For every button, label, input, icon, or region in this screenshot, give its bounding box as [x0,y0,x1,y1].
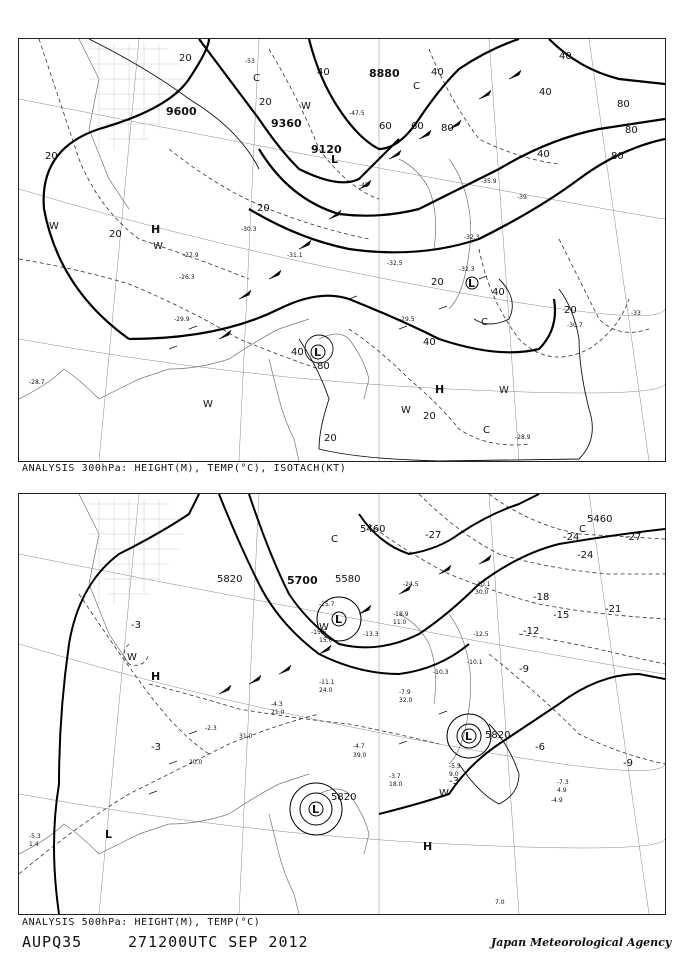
temp-label: -47.5 [349,110,365,117]
station-value: 24.0 [319,687,333,694]
isotach-label: 40 [559,51,572,62]
height-label: 9600 [166,105,197,118]
height-label: 5820 [331,792,357,803]
station-value: 11.0 [393,619,407,626]
station-value: 4.9 [557,787,567,794]
low-pressure-symbol: L [312,803,320,816]
warm-region: W [203,399,213,410]
chart-500hpa [18,493,666,915]
station-value: 7.0 [495,899,505,906]
temp-label: -2.3 [205,725,217,732]
height-label: 5460 [587,514,613,525]
temp-label: -4.9 [551,797,563,804]
temp-label: -4.7 [353,743,365,750]
isotherm-label: -27 [425,530,442,541]
chart-500hpa-caption: ANALYSIS 500hPa: HEIGHT(M), TEMP(°C) [22,917,261,928]
high-pressure-symbol: H [435,383,445,396]
isotherm-label: -24 [563,532,580,543]
station-value: 31.0 [239,733,253,740]
temp-label: -5.5 [449,763,461,770]
isotherm-label: -21 [605,604,622,615]
temp-label: -7.9 [399,689,411,696]
station-value: 18.0 [389,781,403,788]
low-pressure-symbol: L [465,730,473,743]
temp-label: -10.3 [433,669,449,676]
station-value: 20.0 [189,759,203,766]
chart-500hpa-map [19,494,665,914]
temp-label: -35.9 [481,178,497,185]
isotherm-label: -3 [131,620,141,631]
cold-region: C [331,534,338,545]
temp-label: -28.9 [515,434,531,441]
station-value: 21.0 [271,709,285,716]
isotach-label: 40 [492,287,505,298]
isotach-label: 40 [423,337,436,348]
isotach-label: 60 [379,121,392,132]
isotach-label: 60 [411,121,424,132]
isotach-label: 40 [317,67,330,78]
isotach-label: 20 [109,229,122,240]
temp-label: -3.7 [389,773,401,780]
temp-label: -10.1 [467,659,483,666]
temp-label: -31.1 [287,252,303,259]
isotach-label: 80 [611,151,624,162]
isotach-label: 80 [617,99,630,110]
temp-label: -7.3 [557,779,569,786]
temp-label: -29.9 [174,316,190,323]
station-value: 30.0 [475,589,489,596]
low-pressure-symbol: L [314,346,322,359]
isotach-label: 40 [431,67,444,78]
isotach-label: 20 [179,53,192,64]
isotach-label: 40 [539,87,552,98]
high-pressure-symbol: H [151,670,161,683]
warm-region: W [49,221,59,232]
temp-label: -45 [359,182,369,189]
height-label: 5820 [485,730,511,741]
temp-label: -53 [245,58,255,65]
isotherm-label: -6 [535,742,545,753]
isotach-label: 80 [441,123,454,134]
temp-label: -27.9 [183,252,199,259]
isotach-label: 40 [537,149,550,160]
temp-label: -39 [517,194,527,201]
cold-region: C [579,524,586,535]
temp-label: -32.3 [464,234,480,241]
isotherm-label: -18 [533,592,550,603]
high-pressure-symbol: H [151,223,161,236]
temp-label: -24.5 [403,581,419,588]
station-value: 9.0 [449,771,459,778]
isotherm-label: -15 [553,610,570,621]
warm-region: W [301,101,311,112]
isotach-label: 20 [431,277,444,288]
graticule [19,39,665,461]
height-label: 9120 [311,143,342,156]
isotach-label: 20 [257,203,270,214]
isotach-label: 20 [324,433,337,444]
temp-label: -20.1 [475,581,491,588]
isotach-label: 80 [625,125,638,136]
warm-region: W [153,241,163,252]
height-label: 8880 [369,67,400,80]
isotach-label: 40 [291,347,304,358]
height-label: 9360 [271,117,302,130]
temp-label: -32.3 [459,266,475,273]
height-label: 5700 [287,574,318,587]
station-value: 15.0 [319,637,333,644]
isotach-label: 20 [564,305,577,316]
temp-label: -4.3 [271,701,283,708]
temp-label: -30.3 [241,226,257,233]
temp-label: -13.3 [363,631,379,638]
isotach-label: 20 [45,151,58,162]
terrain-hatch [89,44,184,149]
warm-region: W [319,622,329,633]
temp-label: -12.5 [473,631,489,638]
temp-label: -33 [631,310,641,317]
temp-label: -32.5 [387,260,403,267]
height-label: 5580 [335,574,361,585]
temp-label: -29.5 [399,316,415,323]
chart-300hpa-map [19,39,665,461]
low-pressure-symbol: L [468,277,476,290]
isotach-label: 20 [259,97,272,108]
station-value: 39.0 [353,752,367,759]
temp-label: -18.9 [393,611,409,618]
cold-region: C [253,73,260,84]
temp-label: -15.5 [311,629,327,636]
isotherm-label: -9 [623,758,633,769]
station-value: 1.4 [29,841,39,848]
analysis-time: 271200UTC SEP 2012 [128,933,309,951]
cold-region: C [413,81,420,92]
temp-label: -5.3 [29,833,41,840]
chart-code: AUPQ35 [22,933,83,951]
isotherm-label: -3 [449,776,459,787]
cold-region: C [481,317,488,328]
temp-label: -28.7 [29,379,45,386]
height-contours [54,494,665,914]
temp-label: -25.7 [319,601,335,608]
isotherm-label: -12 [523,626,540,637]
low-pressure-symbol: L [105,828,113,841]
coastline [19,39,471,461]
low-pressure-symbol: L [335,613,343,626]
cold-region: C [483,425,490,436]
warm-region: W [401,405,411,416]
agency-credit: Japan Meteorological Agency [491,936,672,949]
height-label: 5460 [360,524,386,535]
high-pressure-symbol: H [423,840,433,853]
wind-barbs [169,70,521,349]
warm-region: W [127,652,137,663]
terrain-hatch [89,499,184,604]
isotherm-label: -24 [577,550,594,561]
isotherm-label: -3 [151,742,161,753]
isotherms [19,494,665,874]
chart-300hpa-caption: ANALYSIS 300hPa: HEIGHT(M), TEMP(°C), ISOTACH(KT) [22,463,347,474]
isotach-label: 20 [423,411,436,422]
height-label: 5820 [217,574,243,585]
station-value: 32.0 [399,697,413,704]
low-pressure-symbol: L [331,153,339,166]
temp-label: -26.3 [179,274,195,281]
temp-label: -11.1 [319,679,335,686]
warm-region: W [499,385,509,396]
chart-300hpa [18,38,666,462]
isotherm-label: -27 [625,532,642,543]
temp-label: -30.7 [567,322,583,329]
isotherm-label: -9 [519,664,529,675]
isotach-label: 80 [317,361,330,372]
warm-region: W [439,788,449,799]
